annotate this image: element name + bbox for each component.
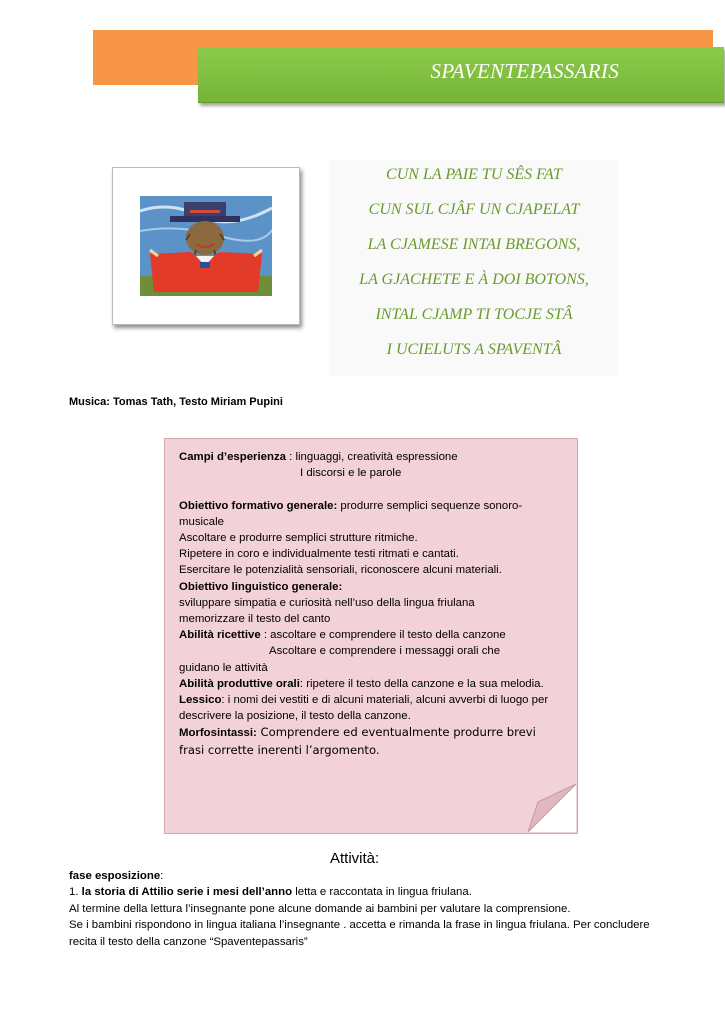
phase-colon: :	[160, 870, 164, 882]
morfo-label: Morfosintassi:	[179, 727, 257, 740]
poem-line: LA CJAMESE INTAI BREGONS,	[367, 236, 581, 253]
poem-line: INTAL CJAMP TI TOCJE STÂ	[375, 306, 573, 323]
objectives-text	[179, 449, 564, 759]
phase-label: fase esposizione	[69, 870, 161, 882]
poem-box	[330, 160, 618, 376]
credits: Musica: Tomas Tath, Testo Miriam Pupini	[69, 396, 283, 408]
produttive-label: Abilità produttive orali	[179, 677, 300, 690]
activity-para-1: Al termine della lettura l’insegnante pone alcune domande ai bambini per valutare la comprensione.	[69, 902, 571, 915]
page-title: SPAVENTEPASSARIS	[430, 59, 619, 83]
item-title: la storia di Attilio serie i mesi dell’anno	[81, 886, 293, 899]
lessico-label: Lessico	[179, 694, 222, 707]
scarecrow-drawing	[140, 196, 272, 296]
item-number: 1.	[69, 886, 82, 899]
ricettive-value: : ascoltare e comprendere il testo della canzone	[260, 629, 506, 642]
ricettive-value-2: Ascoltare e comprendere i messaggi orali che	[269, 645, 501, 658]
lessico-value: : i nomi dei vestiti e di alcuni materiali, alcuni avverbi di luogo per descrivere la posizione, il testo della canzone.	[179, 694, 549, 723]
scarecrow-picture-frame	[112, 167, 300, 325]
activity-text	[69, 868, 669, 950]
line-sviluppare: sviluppare simpatia e curiosità nell’uso della lingua friulana	[179, 596, 475, 609]
line-esercitare: Esercitare le potenzialità sensoriali, riconoscere alcuni materiali.	[179, 564, 502, 577]
poem-line: CUN LA PAIE TU SÊS FAT	[386, 166, 562, 183]
obiettivo-value: produrre semplici sequenze sonoro-musicale	[179, 499, 523, 528]
line-ascoltare: Ascoltare e produrre semplici strutture ritmiche.	[179, 532, 418, 544]
poem-line: LA GJACHETE E À DOI BOTONS,	[359, 271, 589, 288]
poem-line: I UCIELUTS A SPAVENTÂ	[386, 341, 562, 358]
campi-value: : linguaggi, creatività espressione	[285, 451, 458, 463]
poem-line: CUN SUL CJÂF UN CJAPELAT	[368, 201, 580, 218]
obiettivo-label: Obiettivo formativo generale:	[179, 499, 338, 512]
activity-para-2: Se i bambini rispondono in lingua italiana l’insegnante . accetta e rimanda la frase in lingua friulana. Per concludere recita il testo della canzone “Spaventepassaris”	[69, 919, 650, 948]
page-curl-icon	[528, 784, 576, 832]
activity-heading: Attività:	[330, 850, 380, 867]
item-rest: letta e raccontata in lingua friulana.	[292, 886, 472, 899]
campi-label: Campi d’esperienza	[179, 451, 286, 463]
morfo-value: Comprendere ed eventualmente produrre brevi frasi corrette inerenti l’argomento.	[179, 725, 536, 757]
line-memorizzare: memorizzare il testo del canto	[179, 613, 331, 626]
linguistic-label: Obiettivo linguistico generale:	[179, 580, 343, 593]
line-ripetere: Ripetere in coro e individualmente testi ritmati e cantati.	[179, 548, 459, 561]
ricettive-label: Abilità ricettive	[179, 629, 261, 642]
produttive-value: : ripetere il testo della canzone e la sua melodia.	[299, 677, 544, 690]
campi-value-2: I discorsi e le parole	[300, 467, 402, 480]
ricettive-value-3: guidano le attività	[179, 661, 268, 674]
